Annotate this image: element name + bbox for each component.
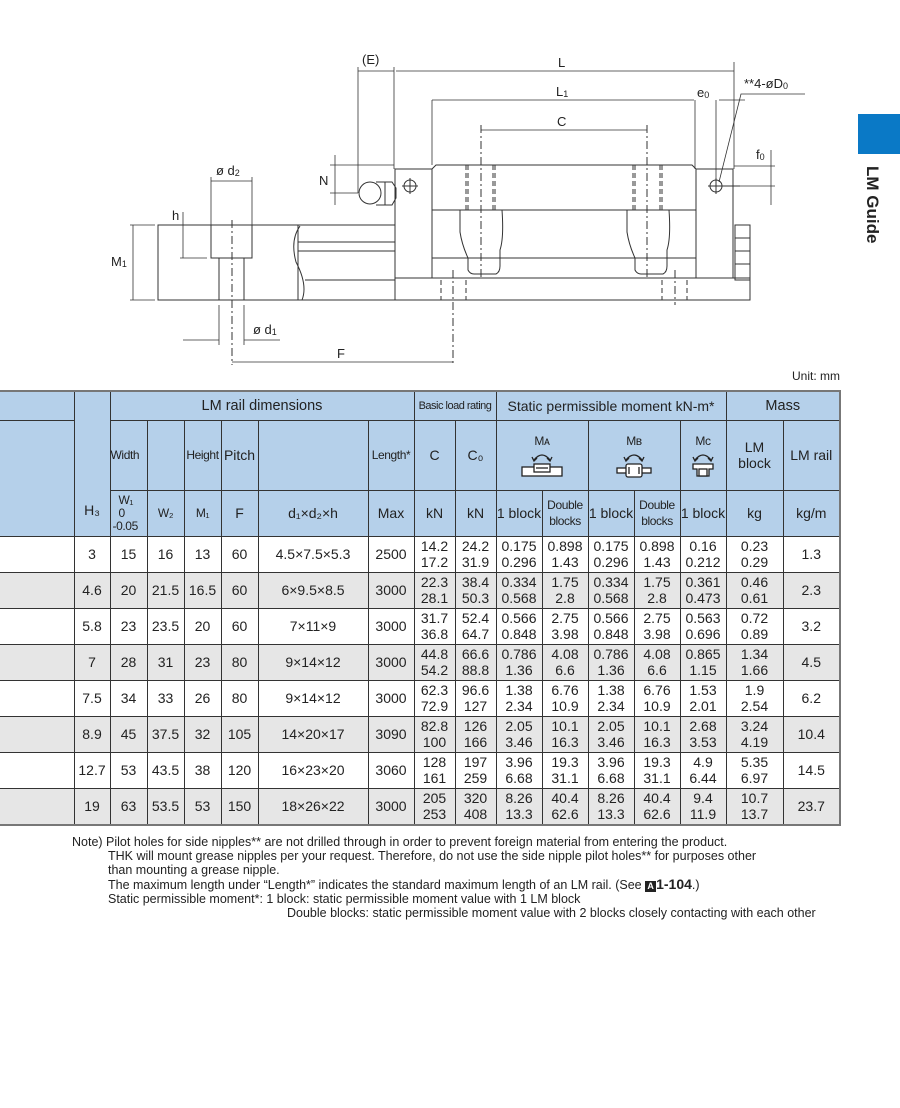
m1-cell: 32: [184, 716, 221, 752]
w2-cell: 31: [147, 644, 184, 680]
length-cell: 3090: [368, 716, 414, 752]
specification-table: [0, 390, 841, 826]
w1-cell: 45: [110, 716, 147, 752]
d1d2h-cell: 9×14×12: [258, 680, 368, 716]
block-mass-cell: 10.7 13.7: [726, 788, 783, 825]
c0-cell: 24.2 31.9: [455, 536, 496, 572]
mb1-cell: 0.566 0.848: [588, 608, 634, 644]
c-cell: 31.7 36.8: [414, 608, 455, 644]
f-cell: 105: [221, 716, 258, 752]
ma2-cell: 0.898 1.43: [542, 536, 588, 572]
length-cell: 3000: [368, 680, 414, 716]
d1d2h-cell: 14×20×17: [258, 716, 368, 752]
w2-cell: 21.5: [147, 572, 184, 608]
m1-cell: 16.5: [184, 572, 221, 608]
ma-label: Mᴀ: [534, 434, 550, 448]
ma-header: [496, 420, 588, 490]
kn-c-header: kN: [414, 490, 455, 536]
ma1-cell: 3.96 6.68: [496, 752, 542, 788]
c-cell: 22.3 28.1: [414, 572, 455, 608]
max-header: Max: [368, 490, 414, 536]
ma2-cell: 6.76 10.9: [542, 680, 588, 716]
model-cell: [0, 680, 74, 716]
moment-mb-icon: [611, 448, 657, 478]
ma2-cell: 19.3 31.1: [542, 752, 588, 788]
w2-header-blank: [147, 420, 184, 490]
length-cell: 3000: [368, 788, 414, 825]
mb1-cell: 2.05 3.46: [588, 716, 634, 752]
block-mass-cell: 5.35 6.97: [726, 752, 783, 788]
length-cell: 2500: [368, 536, 414, 572]
dim-label-l1: $L_1$: [556, 84, 569, 99]
model-cell: [0, 608, 74, 644]
mb2-cell: 4.08 6.6: [634, 644, 680, 680]
kn-c0-header: kN: [455, 490, 496, 536]
mb2-cell: 19.3 31.1: [634, 752, 680, 788]
ma-double-header: Double blocks: [542, 490, 588, 536]
ma2-cell: 1.75 2.8: [542, 572, 588, 608]
dim-label-d1: ø $d_1$: [253, 322, 277, 337]
w2-cell: 37.5: [147, 716, 184, 752]
c0-cell: 197 259: [455, 752, 496, 788]
h3-cell: 5.8: [74, 608, 110, 644]
mb1-cell: 0.334 0.568: [588, 572, 634, 608]
basic-load-rating-header: Basic load rating: [414, 391, 496, 420]
mc-cell: 1.53 2.01: [680, 680, 726, 716]
w1-cell: 34: [110, 680, 147, 716]
w1-cell: 53: [110, 752, 147, 788]
ma1-cell: 0.334 0.568: [496, 572, 542, 608]
d1d2h-cell: 9×14×12: [258, 644, 368, 680]
mc-cell: 9.4 11.9: [680, 788, 726, 825]
length-header: Length*: [368, 420, 414, 490]
w2-cell: 53.5: [147, 788, 184, 825]
mc-label: Mc: [695, 434, 711, 448]
dim-label-d0: $**4-øD_0$: [744, 76, 789, 91]
lm-rail-dimensions-header: LM rail dimensions: [110, 391, 414, 420]
d-header-blank: [258, 420, 368, 490]
ma1-cell: 0.175 0.296: [496, 536, 542, 572]
pitch-header: Pitch: [221, 420, 258, 490]
length-cell: 3000: [368, 608, 414, 644]
ma1-cell: 1.38 2.34: [496, 680, 542, 716]
h3-cell: 7.5: [74, 680, 110, 716]
note-line-4-text: The maximum length under “Length*” indicates the standard maximum length of an LM rail. (See: [108, 878, 646, 892]
model-header-blank-2: [0, 420, 74, 536]
c0-cell: 126 166: [455, 716, 496, 752]
note-line-4: [72, 877, 816, 892]
model-cell: [0, 572, 74, 608]
w2-cell: 16: [147, 536, 184, 572]
dim-label-d2: ø $d_2$: [216, 163, 240, 178]
lm-guide-side-view-drawing: [0, 0, 860, 380]
dim-label-l: L: [558, 55, 566, 70]
note-line-5: Static permissible moment*: 1 block: static permissible moment value with 1 LM block: [108, 892, 581, 906]
d1d2h-cell: 6×9.5×8.5: [258, 572, 368, 608]
length-cell: 3000: [368, 644, 414, 680]
m1-cell: 20: [184, 608, 221, 644]
f-cell: 120: [221, 752, 258, 788]
ma2-cell: 2.75 3.98: [542, 608, 588, 644]
table-row: [0, 752, 840, 788]
ma1-cell: 8.26 13.3: [496, 788, 542, 825]
ma1-cell: 0.566 0.848: [496, 608, 542, 644]
f-cell: 60: [221, 536, 258, 572]
f-cell: 150: [221, 788, 258, 825]
mb2-cell: 40.4 62.6: [634, 788, 680, 825]
h3-cell: 12.7: [74, 752, 110, 788]
mc-1block-header: 1 block: [680, 490, 726, 536]
m1-header: M₁: [184, 490, 221, 536]
mb1-cell: 1.38 2.34: [588, 680, 634, 716]
table-row: [0, 788, 840, 825]
mb-double-header: Double blocks: [634, 490, 680, 536]
table-row: [0, 680, 840, 716]
lm-block-header: LM block: [726, 420, 783, 490]
ma1-cell: 0.786 1.36: [496, 644, 542, 680]
width-header: Width: [110, 420, 147, 490]
w1-cell: 63: [110, 788, 147, 825]
dim-label-h: h: [172, 208, 180, 223]
model-cell: [0, 788, 74, 825]
m1-cell: 53: [184, 788, 221, 825]
technical-drawing: [0, 0, 860, 380]
model-cell: [0, 536, 74, 572]
mc-cell: 4.9 6.44: [680, 752, 726, 788]
block-mass-cell: 1.9 2.54: [726, 680, 783, 716]
m1-cell: 38: [184, 752, 221, 788]
mb1-cell: 0.786 1.36: [588, 644, 634, 680]
mb-1block-header: 1 block: [588, 490, 634, 536]
lm-rail-header: LM rail: [783, 420, 840, 490]
mb2-cell: 10.1 16.3: [634, 716, 680, 752]
rail-mass-cell: 10.4: [783, 716, 840, 752]
ma2-cell: 4.08 6.6: [542, 644, 588, 680]
mc-cell: 0.563 0.696: [680, 608, 726, 644]
rail-mass-cell: 1.3: [783, 536, 840, 572]
height-header: Height: [184, 420, 221, 490]
w2-header: W₂: [147, 490, 184, 536]
c-cell: 205 253: [414, 788, 455, 825]
section-a-badge-icon: A: [645, 881, 656, 892]
d1d2h-cell: 7×11×9: [258, 608, 368, 644]
f-header: F: [221, 490, 258, 536]
w1-header: W₁ 0 -0.05: [110, 490, 147, 536]
static-moment-header: Static permissible moment kN-m*: [496, 391, 726, 420]
mb2-cell: 1.75 2.8: [634, 572, 680, 608]
note-line-1: Note) Pilot holes for side nipples** are not drilled through in order to prevent foreign material from entering the product.: [72, 835, 728, 849]
model-cell: [0, 752, 74, 788]
section-title-vertical: [862, 162, 882, 272]
w2-cell: 23.5: [147, 608, 184, 644]
rail-mass-cell: 3.2: [783, 608, 840, 644]
block-mass-cell: 0.23 0.29: [726, 536, 783, 572]
block-mass-cell: 0.46 0.61: [726, 572, 783, 608]
h3-cell: 8.9: [74, 716, 110, 752]
d1d2h-cell: 4.5×7.5×5.3: [258, 536, 368, 572]
mb-label: Mʙ: [626, 434, 642, 448]
model-cell: [0, 716, 74, 752]
m1-cell: 26: [184, 680, 221, 716]
f-cell: 80: [221, 680, 258, 716]
dim-label-m1: $M_1$: [111, 254, 127, 269]
notes-section: [72, 835, 816, 920]
h3-cell: 4.6: [74, 572, 110, 608]
note-line-3: than mounting a grease nipple.: [108, 863, 280, 877]
table-row: [0, 608, 840, 644]
f-cell: 80: [221, 644, 258, 680]
mb-header: [588, 420, 680, 490]
c-cell: 44.8 54.2: [414, 644, 455, 680]
w2-cell: 33: [147, 680, 184, 716]
section-title-text: LM Guide: [863, 166, 882, 244]
rail-mass-cell: 2.3: [783, 572, 840, 608]
w1-cell: 28: [110, 644, 147, 680]
length-cell: 3000: [368, 572, 414, 608]
c-header: C: [414, 420, 455, 490]
note-line-6: Double blocks: static permissible moment value with 2 blocks closely contacting with each other: [287, 906, 816, 920]
mc-cell: 0.865 1.15: [680, 644, 726, 680]
f-cell: 60: [221, 572, 258, 608]
dim-label-f: F: [337, 346, 345, 361]
c0-cell: 320 408: [455, 788, 496, 825]
section-color-tab: [858, 114, 900, 154]
kgm-header: kg/m: [783, 490, 840, 536]
page-reference-link[interactable]: 1-104: [656, 876, 692, 892]
mc-header: [680, 420, 726, 490]
c-cell: 14.2 17.2: [414, 536, 455, 572]
w1-cell: 20: [110, 572, 147, 608]
c0-cell: 52.4 64.7: [455, 608, 496, 644]
m1-cell: 23: [184, 644, 221, 680]
d1d2h-header: d₁×d₂×h: [258, 490, 368, 536]
rail-mass-cell: 23.7: [783, 788, 840, 825]
mass-header: Mass: [726, 391, 840, 420]
moment-mc-icon: [688, 448, 718, 478]
c0-cell: 96.6 127: [455, 680, 496, 716]
model-header-blank: [0, 391, 74, 420]
unit-label: Unit: mm: [792, 369, 840, 383]
mc-cell: 2.68 3.53: [680, 716, 726, 752]
mb1-cell: 8.26 13.3: [588, 788, 634, 825]
dim-label-c: C: [557, 114, 567, 129]
dim-label-e0: $e_0$: [697, 85, 710, 100]
f-cell: 60: [221, 608, 258, 644]
d1d2h-cell: 16×23×20: [258, 752, 368, 788]
h3-cell: 3: [74, 536, 110, 572]
kg-header: kg: [726, 490, 783, 536]
table-row: [0, 716, 840, 752]
w1-cell: 15: [110, 536, 147, 572]
mb2-cell: 6.76 10.9: [634, 680, 680, 716]
c0-cell: 66.6 88.8: [455, 644, 496, 680]
mc-cell: 0.361 0.473: [680, 572, 726, 608]
h3-cell: 19: [74, 788, 110, 825]
c0-cell: 38.4 50.3: [455, 572, 496, 608]
rail-mass-cell: 6.2: [783, 680, 840, 716]
mc-cell: 0.16 0.212: [680, 536, 726, 572]
table-row: [0, 536, 840, 572]
mb1-cell: 3.96 6.68: [588, 752, 634, 788]
model-cell: [0, 644, 74, 680]
moment-ma-icon: [519, 448, 565, 478]
w1-cell: 23: [110, 608, 147, 644]
ma-1block-header: 1 block: [496, 490, 542, 536]
note-line-2: THK will mount grease nipples per your request. Therefore, do not use the side nipple pilot holes** for purposes other: [108, 849, 757, 863]
rail-mass-cell: 14.5: [783, 752, 840, 788]
block-mass-cell: 0.72 0.89: [726, 608, 783, 644]
col-h3: H₃: [74, 391, 110, 536]
dim-label-e: (E): [362, 52, 380, 67]
m1-cell: 13: [184, 536, 221, 572]
mb1-cell: 0.175 0.296: [588, 536, 634, 572]
d1d2h-cell: 18×26×22: [258, 788, 368, 825]
table-row: [0, 572, 840, 608]
ma2-cell: 40.4 62.6: [542, 788, 588, 825]
dim-label-n: N: [319, 173, 329, 188]
block-mass-cell: 3.24 4.19: [726, 716, 783, 752]
h3-cell: 7: [74, 644, 110, 680]
ma1-cell: 2.05 3.46: [496, 716, 542, 752]
c-cell: 128 161: [414, 752, 455, 788]
c-cell: 82.8 100: [414, 716, 455, 752]
dim-label-f0: $f_0$: [756, 147, 765, 162]
mb2-cell: 0.898 1.43: [634, 536, 680, 572]
ma2-cell: 10.1 16.3: [542, 716, 588, 752]
c-cell: 62.3 72.9: [414, 680, 455, 716]
length-cell: 3060: [368, 752, 414, 788]
block-mass-cell: 1.34 1.66: [726, 644, 783, 680]
note-line-4-end: .): [691, 878, 700, 892]
mb2-cell: 2.75 3.98: [634, 608, 680, 644]
c0-header: C₀: [455, 420, 496, 490]
table-row: [0, 644, 840, 680]
rail-mass-cell: 4.5: [783, 644, 840, 680]
w2-cell: 43.5: [147, 752, 184, 788]
